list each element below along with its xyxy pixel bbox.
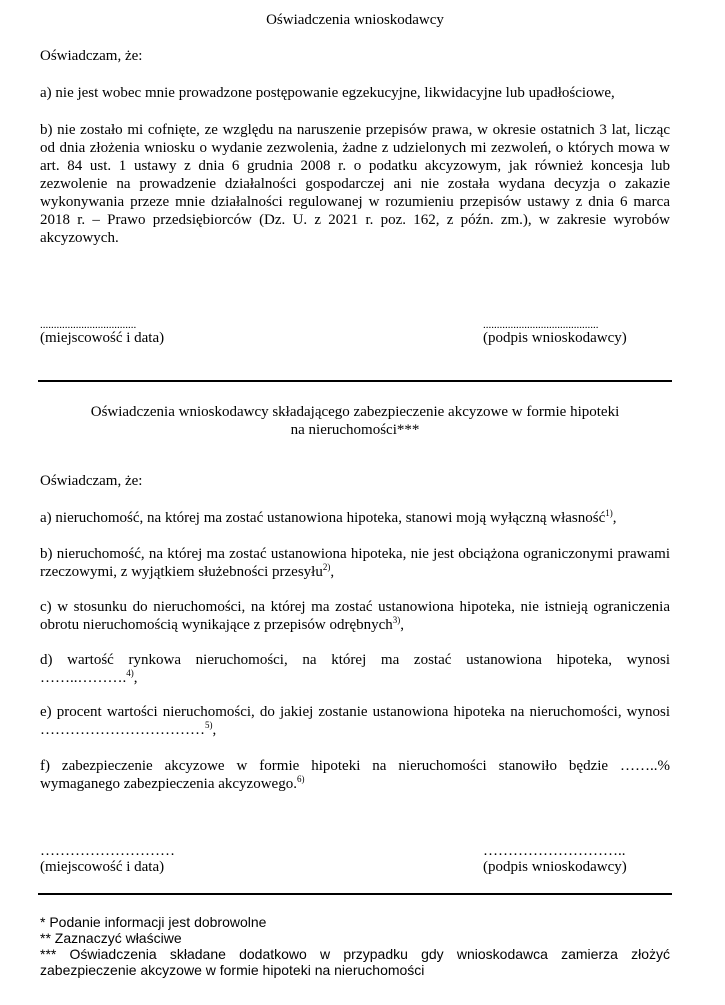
section2-item-f: f) zabezpieczenie akcyzowe w formie hipoteki na nieruchomości stanowiło będzie ……..% wymaganego zabezpieczenia akcyzowego.$^{6)}$ <box>40 758 670 792</box>
section2-item-d-value: ……..……….$^{4)}$, <box>40 668 138 686</box>
section1-sign-label: (podpis wnioskodawcy) <box>483 330 627 346</box>
section2-item-b: b) nieruchomość, na której ma zostać ustanowiona hipoteka, nie jest obciążona ograniczonymi prawami rzeczowymi, z wyjątkiem służebności przesyłu$^{2)}$, <box>40 546 670 580</box>
footnote-ref-1: 1) <box>605 508 613 518</box>
section1-place-label: (miejscowość i data) <box>40 330 165 346</box>
footnote-ref-3: 3) <box>392 615 401 625</box>
footnote-3: *** Oświadczenia składane dodatkowo w przypadku gdy wnioskodawca zamierza złożyć zabezpieczenie akcyzowe w formie hipoteki na nieruchomości <box>40 946 670 978</box>
section2-item-e-value: ……………………………$^{5)}$, <box>40 720 217 738</box>
section1-sign-dots: .......................................... <box>483 319 599 331</box>
footnote-ref-6: 6) <box>296 774 305 784</box>
section2-place-dots: ……………………… <box>40 843 175 859</box>
section2-item-a: a) nieruchomość, na której ma zostać ustanowiona hipoteka, stanowi moją wyłączną własność$^{1)}$, <box>40 508 617 526</box>
section2-declare: Oświadczam, że: <box>40 473 143 489</box>
section2-item-c: c) w stosunku do nieruchomości, na której ma zostać ustanowiona hipoteka, nie istnieją ograniczenia obrotu nieruchomością wynikające z przepisów odrębnych$^{3)}$, <box>40 599 670 633</box>
section2-title-line1: Oświadczenia wnioskodawcy składającego zabezpieczenie akcyzowe w formie hipoteki <box>90 404 620 420</box>
section2-item-d: d) wartość rynkowa nieruchomości, na której ma zostać ustanowiona hipoteka, wynosi <box>40 652 670 668</box>
footnote-2: ** Zaznaczyć właściwe <box>40 930 182 946</box>
footnote-ref-4: 4) <box>126 668 134 678</box>
value-dots: …………………………… <box>40 722 205 738</box>
section2-sign-label: (podpis wnioskodawcy) <box>483 859 627 875</box>
section2-item-e: e) procent wartości nieruchomości, do jakiej zostanie ustanowiona hipoteka na nieruchomości, wynosi <box>40 704 670 720</box>
section2-place-label: (miejscowość i data) <box>40 859 165 875</box>
section1-place-dots: ................................... <box>40 319 137 331</box>
value-dots: ……..………. <box>40 670 127 686</box>
section-divider <box>38 380 672 382</box>
section1-title: Oświadczenia wnioskodawcy <box>266 12 444 28</box>
footnotes-divider <box>38 893 672 895</box>
footnote-1: * Podanie informacji jest dobrowolne <box>40 914 267 930</box>
footnote-ref-2: 2) <box>322 562 331 572</box>
section2-sign-dots: ……………………….. <box>483 843 626 859</box>
section1-declare: Oświadczam, że: <box>40 48 143 64</box>
footnote-ref-5: 5) <box>205 720 213 730</box>
section2-title-line2: na nieruchomości*** <box>290 422 420 438</box>
section1-item-b: b) nie zostało mi cofnięte, ze względu na naruszenie przepisów prawa, w okresie ostatnich 3 lat, licząc od dnia złożenia wniosku o wydanie zezwolenia, żadne z udzielonych mi zezwoleń, o których mowa w art. 84 ust. 1 ustawy z dnia 6 grudnia 2008 r. o podatku akcyzowym, jak również koncesja lub zezwolenie na prowadzenie działalności gospodarczej ani nie została wydana decyzja o zakazie wykonywania przeze mnie działalności regulowanej w rozumieniu przepisów ustawy z dnia 6 marca 2018 r. – Prawo przedsiębiorców (Dz. U. z 2021 r. poz. 162, z późn. zm.), w zakresie wyrobów akcyzowych. <box>40 122 670 246</box>
section1-item-a: a) nie jest wobec mnie prowadzone postępowanie egzekucyjne, likwidacyjne lub upadłościowe, <box>40 85 615 101</box>
